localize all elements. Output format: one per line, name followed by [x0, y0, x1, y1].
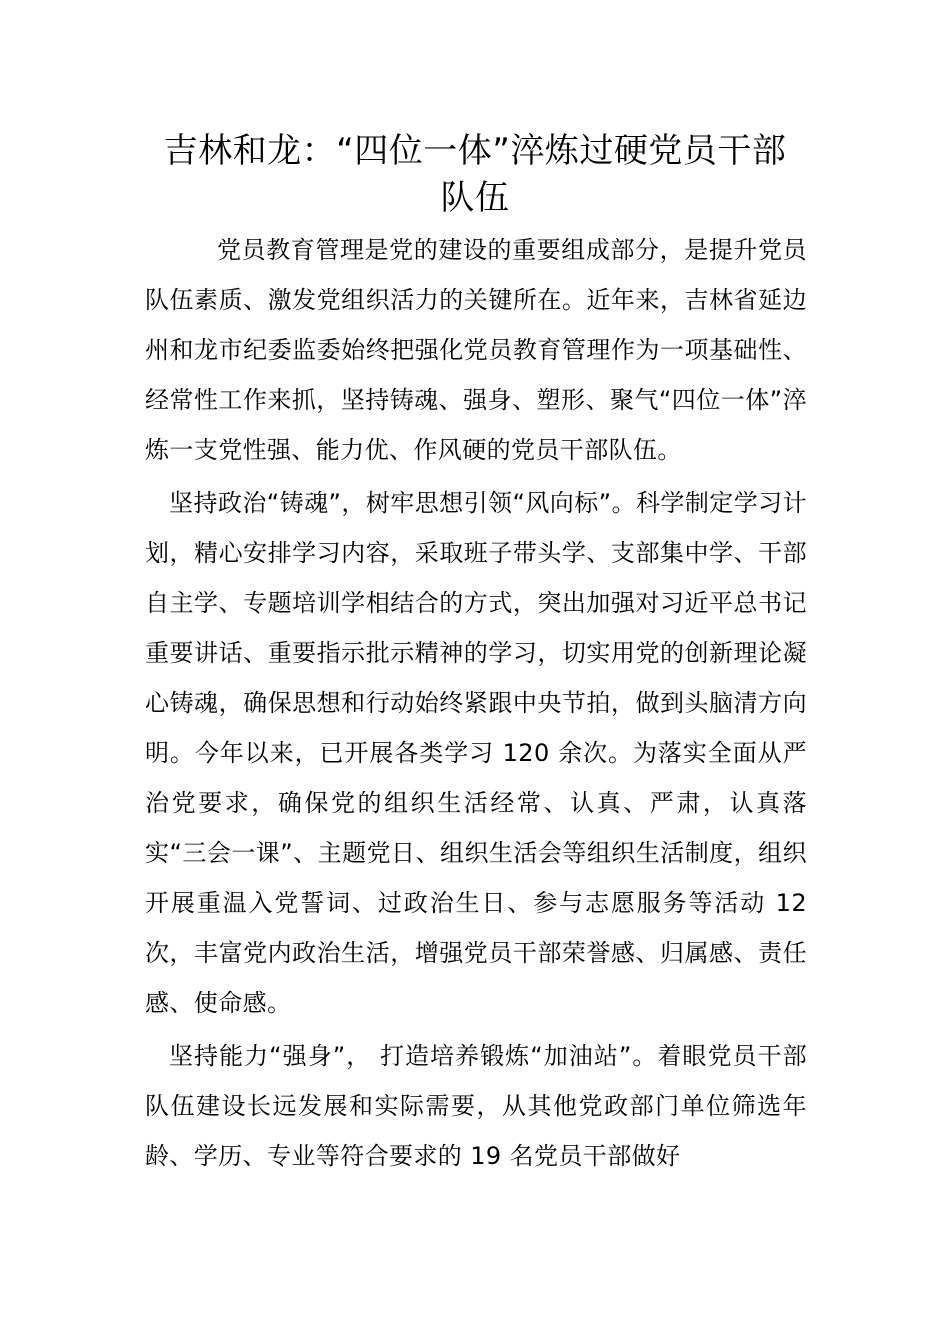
paragraph-intro: 党员教育管理是党的建设的重要组成部分，是提升党员队伍素质、激发党组织活力的关键所在。近年来，吉林省延边州和龙市纪委监委始终把强化党员教育管理作为一项基础性、经常性工作来抓，坚持铸魂、强身、塑形、聚气“四位一体”淬炼一支党性强、能力优、作风硬的党员干部队伍。 [145, 236, 807, 464]
document-title: 吉林和龙：“四位一体”淬炼过硬党员干部队伍 [163, 131, 787, 218]
paragraph-political-soul: 坚持政治“铸魂”，树牢思想引领“风向标”。科学制定学习计划，精心安排学习内容，采取班子带头学、支部集中学、干部自主学、专题培训学相结合的方式，突出加强对习近平总书记重要讲话、重要指示批示精神的学习，切实用党的创新理论凝心铸魂，确保思想和行动始终紧跟中央节拍，做到头脑清方向明。今年以来，已开展各类学习 120 余次。为落实全面从严治党要求，确保党的组织生活经常、认真、严肃，认真落实“三会一课”、主题党日、组织生活会等组织生活制度，组织开展重温入党誓词、过政治生日、参与志愿服务等活动 12 次，丰富党内政治生活，增强党员干部荣誉感、归属感、责任感、使命感。 [145, 489, 807, 1017]
document-body [145, 225, 807, 1184]
paragraph-ability-strength: 坚持能力“强身”， 打造培养锻炼“加油站”。着眼党员干部队伍建设长远发展和实际需要，从其他党政部门单位筛选年龄、学历、专业等符合要求的 19 名党员干部做好 [145, 1042, 807, 1170]
